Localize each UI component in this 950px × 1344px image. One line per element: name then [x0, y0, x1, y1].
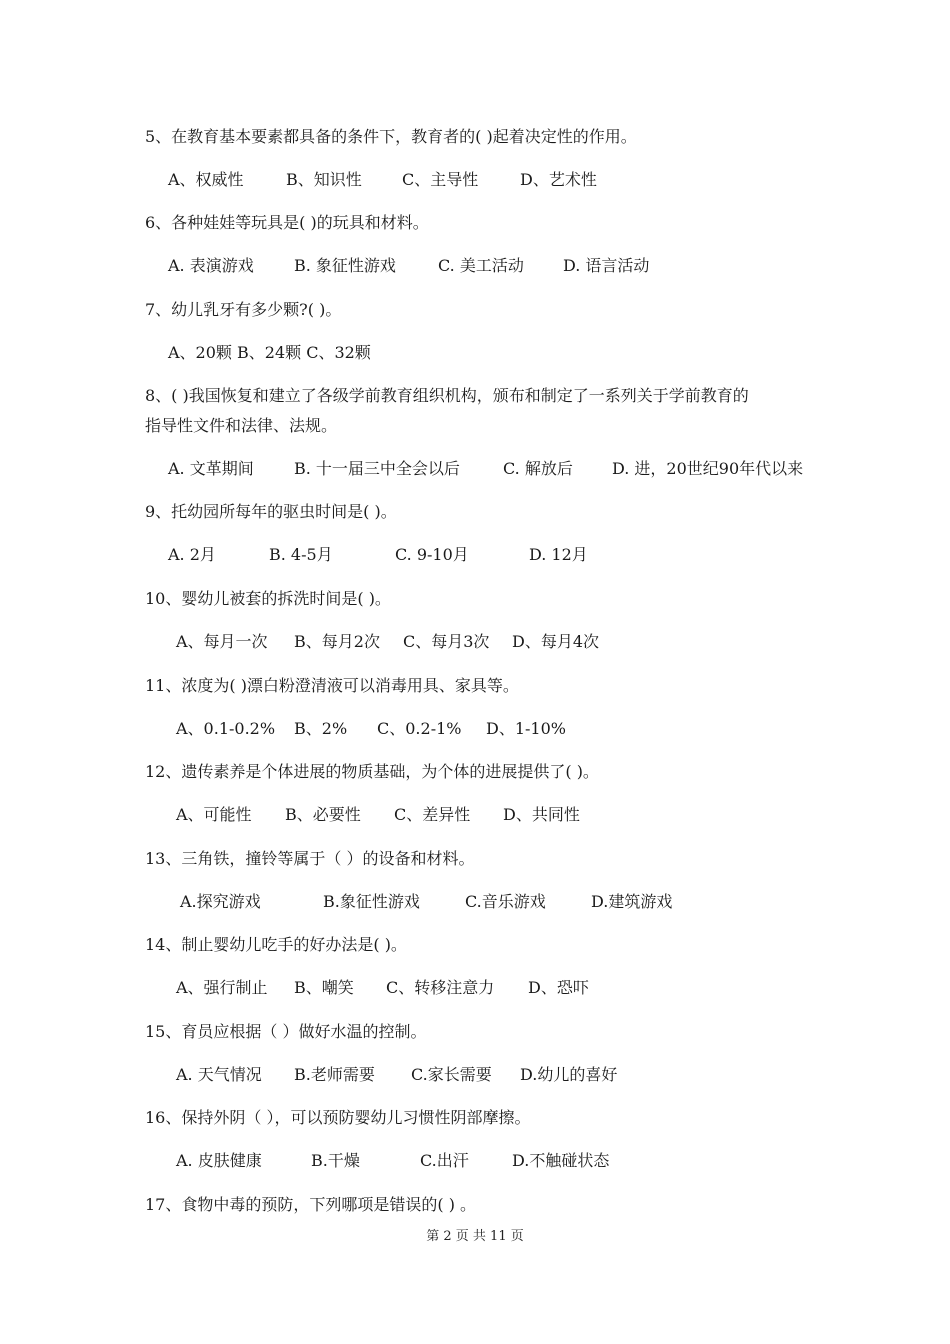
page-footer: 第 2 页 共 11 页 — [426, 1229, 524, 1244]
option-a: A、0.1-0.2% — [176, 719, 276, 738]
option-b: B、2% — [294, 719, 348, 738]
question-9: 9、托幼园所每年的驱虫时间是( )。 — [145, 502, 397, 521]
option-d: D.建筑游戏 — [591, 892, 673, 911]
option-c: C、差异性 — [394, 805, 471, 824]
option-a: A、每月一次 — [176, 632, 268, 651]
option-a: A、权威性 — [168, 170, 244, 189]
question-14: 14、制止婴幼儿吃手的好办法是( )。 — [145, 935, 407, 954]
option-d: D、每月4次 — [512, 632, 600, 651]
question-13: 13、三角铁，撞铃等属于（ ）的设备和材料。 — [145, 849, 475, 868]
question-8: 8、( )我国恢复和建立了各级学前教育组织机构，颁布和制定了一系列关于学前教育的 — [145, 386, 749, 405]
option-a: A. 2月 — [168, 545, 216, 564]
question-5: 5、在教育基本要素都具备的条件下，教育者的( )起着决定性的作用。 — [145, 127, 637, 146]
option-c: C、0.2-1% — [377, 719, 462, 738]
option-c: C. 美工活动 — [438, 256, 524, 275]
option-d: D、恐吓 — [528, 978, 589, 997]
option-d: D. 进，20世纪90年代以来 — [612, 459, 804, 478]
option-d: D. 12月 — [529, 545, 588, 564]
option-c: C、主导性 — [402, 170, 479, 189]
option-a: A、可能性 — [176, 805, 252, 824]
option-c: C、每月3次 — [403, 632, 490, 651]
option-c: C. 解放后 — [503, 459, 573, 478]
option-d: D.幼儿的喜好 — [520, 1065, 618, 1084]
option-a: A. 天气情况 — [176, 1065, 262, 1084]
option-b: B、必要性 — [285, 805, 361, 824]
question-10: 10、婴幼儿被套的拆洗时间是( )。 — [145, 589, 391, 608]
question-8-continued: 指导性文件和法律、法规。 — [145, 416, 338, 435]
option-d: D.不触碰状态 — [512, 1151, 610, 1170]
option-b: B.老师需要 — [294, 1065, 375, 1084]
option-c: C.出汗 — [420, 1151, 469, 1170]
option-a: A、强行制止 — [176, 978, 268, 997]
question-12: 12、遗传素养是个体进展的物质基础，为个体的进展提供了( )。 — [145, 762, 599, 781]
option-a: A. 文革期间 — [168, 459, 254, 478]
option-b: B. 4-5月 — [269, 545, 333, 564]
question-6: 6、各种娃娃等玩具是( )的玩具和材料。 — [145, 213, 429, 232]
option-b: B.象征性游戏 — [323, 892, 420, 911]
option-b: B. 象征性游戏 — [294, 256, 396, 275]
option-c: C.音乐游戏 — [465, 892, 546, 911]
question-15: 15、育员应根据（ ）做好水温的控制。 — [145, 1022, 427, 1041]
question-11: 11、浓度为( )漂白粉澄清液可以消毒用具、家具等。 — [145, 676, 519, 695]
question-17: 17、食物中毒的预防，下列哪项是错误的( ) 。 — [145, 1195, 477, 1214]
option-line: A、20颗 B、24颗 C、32颗 — [168, 343, 371, 362]
option-a: A.探究游戏 — [180, 892, 261, 911]
option-b: B. 十一届三中全会以后 — [294, 459, 460, 478]
option-b: B.干燥 — [311, 1151, 360, 1170]
option-b: B、每月2次 — [294, 632, 380, 651]
option-d: D. 语言活动 — [563, 256, 650, 275]
option-c: C、转移注意力 — [386, 978, 495, 997]
option-b: B、知识性 — [286, 170, 362, 189]
option-b: B、嘲笑 — [294, 978, 354, 997]
question-7: 7、幼儿乳牙有多少颗?( )。 — [145, 300, 342, 319]
question-16: 16、保持外阴（ ），可以预防婴幼儿习惯性阴部摩擦。 — [145, 1108, 531, 1127]
option-a: A. 皮肤健康 — [176, 1151, 262, 1170]
option-d: D、艺术性 — [520, 170, 597, 189]
option-c: C. 9-10月 — [395, 545, 469, 564]
option-d: D、1-10% — [486, 719, 566, 738]
option-c: C.家长需要 — [411, 1065, 492, 1084]
option-d: D、共同性 — [503, 805, 580, 824]
option-a: A. 表演游戏 — [168, 256, 254, 275]
